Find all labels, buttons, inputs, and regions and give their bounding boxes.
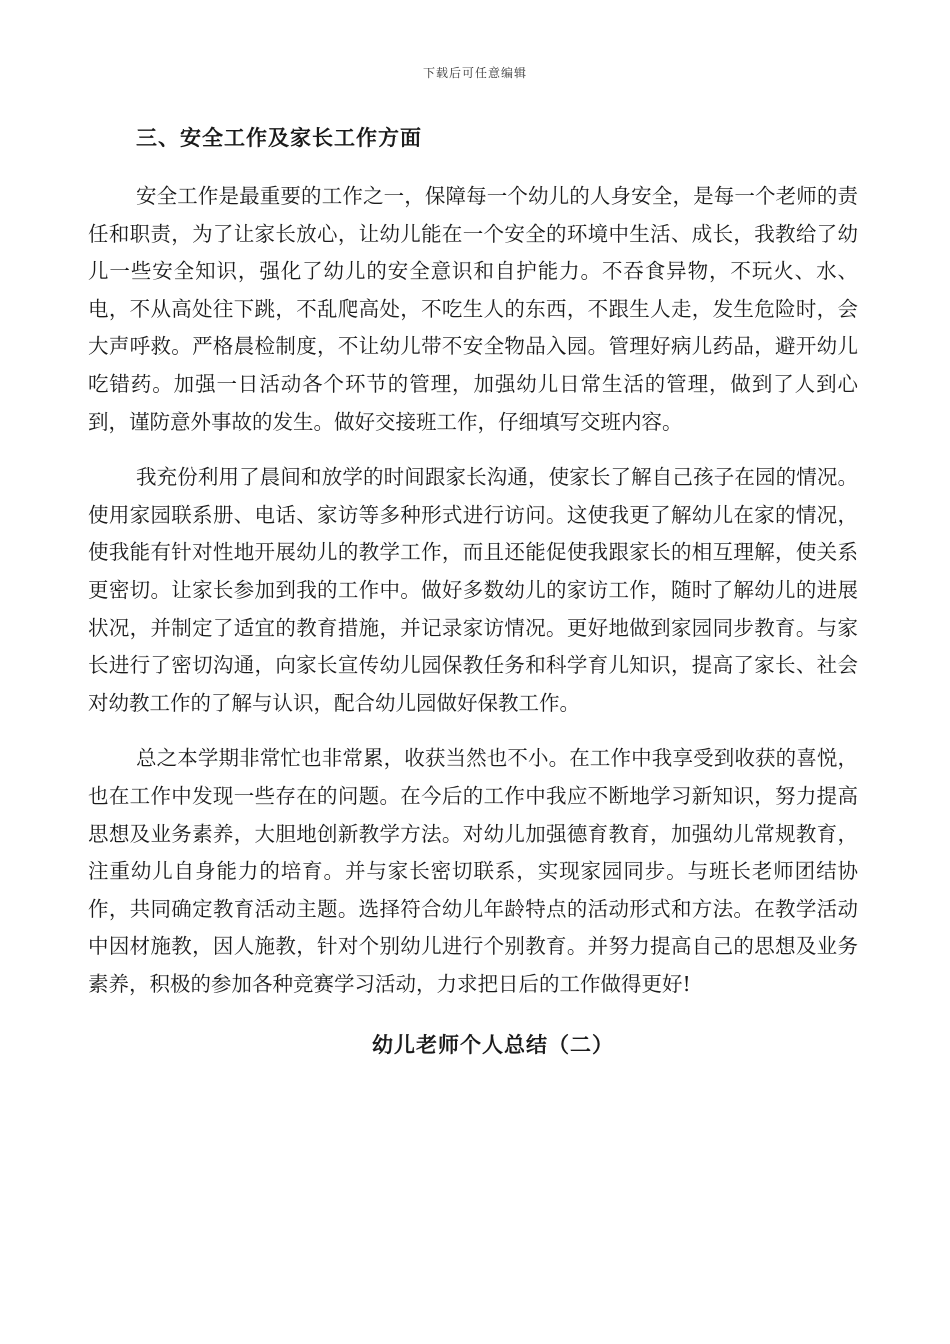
paragraph-parent-communication: 我充份利用了晨间和放学的时间跟家长沟通，使家长了解自己孩子在园的情况。使用家园联系册、电话、家访等多种形式进行访问。这使我更了解幼儿在家的情况，使我能有针对性地开展幼儿的教学工作，而且还能促使我跟家长的相互理解，使关系更密切。让家长参加到我的工作中。做好多数幼儿的家访工作，随时了解幼儿的进展状况，并制定了适宜的教育措施，并记录家访情况。更好地做到家园同步教育。与家长进行了密切沟通，向家长宣传幼儿园保教任务和科学育儿知识，提高了家长、社会对幼教工作的了解与认识，配合幼儿园做好保教工作。 <box>88 465 858 715</box>
paragraph-safety-work: 安全工作是最重要的工作之一，保障每一个幼儿的人身安全，是每一个老师的责任和职责，为了让家长放心，让幼儿能在一个安全的环境中生活、成长，我教给了幼儿一些安全知识，强化了幼儿的安全意识和自护能力。不吞食异物，不玩火、水、电，不从高处往下跳，不乱爬高处，不吃生人的东西，不跟生人走，发生危险时，会大声呼救。严格晨检制度，不让幼儿带不安全物品入园。管理好病儿药品，避开幼儿吃错药。加强一日活动各个环节的管理，加强幼儿日常生活的管理，做到了人到心到，谨防意外事故的发生。做好交接班工作，仔细填写交班内容。 <box>88 184 858 434</box>
page-header-note: 下载后可任意编辑 <box>422 66 527 80</box>
paragraph-conclusion: 总之本学期非常忙也非常累，收获当然也不小。在工作中我享受到收获的喜悦，也在工作中发现一些存在的问题。在今后的工作中我应不断地学习新知识，努力提高思想及业务素养，大胆地创新教学方法。对幼儿加强德育教育，加强幼儿常规教育，注重幼儿自身能力的培育。并与家长密切联系，实现家园同步。与班长老师团结协作，共同确定教育活动主题。选择符合幼儿年龄特点的活动形式和方法。在教学活动中因材施教，因人施教，针对个别幼儿进行个别教育。并努力提高自己的思想及业务素养，积极的参加各种竞赛学习活动，力求把日后的工作做得更好! <box>88 746 858 996</box>
document-body <box>88 118 858 1063</box>
section-heading: 三、安全工作及家长工作方面 <box>136 125 422 150</box>
next-document-title: 幼儿老师个人总结（二） <box>372 1032 614 1058</box>
